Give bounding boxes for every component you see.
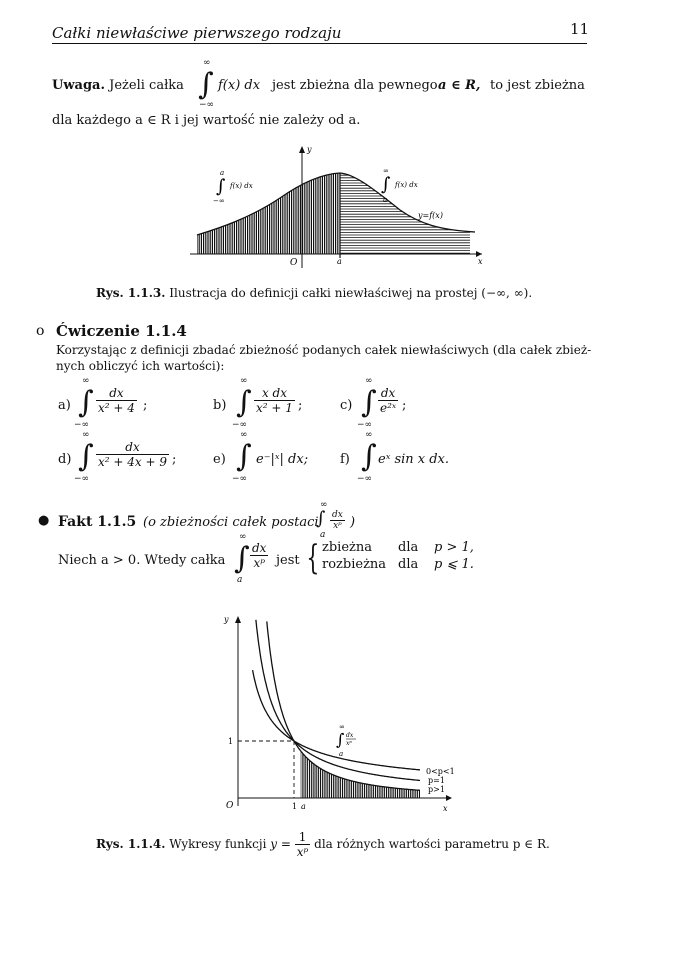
fig1-origin-label: O (290, 258, 298, 268)
exercise-item-e-upper: ∞ (240, 430, 248, 440)
fraction-numerator: dx (96, 386, 137, 401)
fact-case2-word: rozbieżna (322, 557, 387, 572)
exercise-item-d-lower: −∞ (74, 474, 90, 484)
fig2-integral-den: xᵖ (346, 740, 352, 747)
fraction-numerator: dx (96, 440, 169, 455)
fraction-numerator: dx (252, 541, 267, 555)
exercise-text-line1: Korzystając z definicji zbadać zbieżność podanych całek niewłaściwych (dla całek zbież- (56, 343, 592, 357)
fig2-tick-1-x: 1 (292, 802, 298, 811)
figure-2-power-functions (218, 608, 468, 813)
exercise-item-b-tail: ; (298, 398, 303, 413)
fig1-right-lower: a (383, 196, 388, 204)
remark-line1 (52, 78, 184, 94)
exercise-item-b-upper: ∞ (240, 376, 248, 386)
exercise-item-e-expr: e⁻|ˣ| dx; (256, 452, 309, 467)
remark-integral-lower: −∞ (199, 100, 215, 110)
fraction-numerator: 1 (295, 830, 311, 845)
y-axis-arrow-icon (299, 146, 305, 153)
fact-title: Fakt 1.1.5 (58, 514, 137, 530)
fig1-left-integral-sign: ∫ (216, 176, 226, 197)
remark-integral-upper: ∞ (203, 58, 211, 68)
fig2-caption-fraction (295, 830, 311, 859)
fig2-integral-sign: ∫ (336, 730, 345, 749)
remark-label: Uwaga. (52, 78, 105, 93)
fig1-caption-text: Ilustracja do definicji całki niewłaściwej na prostej (−∞, ∞). (169, 286, 533, 300)
fig2-tick-a: a (301, 802, 306, 811)
figure-1-improper-integral (180, 140, 500, 270)
fraction-numerator: dx (378, 386, 398, 401)
exercise-text-line2: nych obliczyć ich wartości): (56, 359, 225, 373)
integral-sign: ∫ (198, 67, 214, 102)
fact-case1-word: zbieżna (322, 540, 372, 555)
exercise-item-c-tail: ; (402, 398, 407, 413)
exercise-item-f-lower: −∞ (357, 474, 373, 484)
integral-sign: ∫ (316, 508, 326, 529)
fig2-legend-p-equal-1: p=1 (428, 776, 445, 785)
fraction-numerator: dx (332, 510, 343, 520)
exercise-item-e-lower: −∞ (232, 474, 248, 484)
fact-text-start: Niech a > 0. Wtedy całka (58, 553, 226, 568)
fact-fraction (250, 541, 268, 570)
exercise-item-d-upper: ∞ (82, 430, 90, 440)
x-axis-arrow-icon (446, 795, 452, 801)
brace-icon: { (306, 538, 320, 578)
fig1-y-label: y (307, 145, 312, 154)
exercise-item-c-fraction (378, 386, 398, 415)
fact-subtitle-upper: ∞ (320, 500, 328, 510)
fig1-right-integral-sign: ∫ (381, 174, 391, 195)
fact-marker: ● (38, 513, 50, 528)
fact-subtitle: (o zbieżności całek postaci (143, 515, 319, 530)
integral-sign: ∫ (361, 385, 377, 420)
fig1-right-integrand: f(x) dx (395, 181, 418, 189)
exercise-item-d-label: d) (58, 452, 72, 467)
fig2-integral-lower: a (339, 750, 344, 758)
exercise-item-f-label: f) (340, 452, 350, 467)
exercise-item-c-lower: −∞ (357, 420, 373, 430)
exercise-item-d-tail: ; (172, 452, 177, 467)
left-shaded-region (197, 160, 340, 254)
header-rule (52, 43, 587, 44)
running-header-title: Całki niewłaściwe pierwszego rodzaju (52, 24, 342, 42)
integral-sign: ∫ (78, 439, 94, 474)
fig2-caption-text-start: Wykresy funkcji (169, 837, 267, 851)
fact-subtitle-lower: a (320, 530, 326, 540)
exercise-item-a-tail: ; (143, 398, 148, 413)
fact-case2-dla: dla (398, 557, 419, 572)
exercise-item-b-lower: −∞ (232, 420, 248, 430)
integral-sign: ∫ (234, 541, 250, 576)
exercise-item-d-fraction (96, 440, 169, 469)
fact-integral-lower: a (237, 575, 243, 585)
fraction-denominator: x² + 4x + 9 (98, 455, 167, 469)
exercise-item-c-label: c) (340, 398, 353, 413)
figure-2-caption (96, 830, 550, 859)
fraction-denominator: x² + 4 (98, 401, 135, 415)
exercise-item-a-fraction (96, 386, 137, 415)
fig2-caption-y: y = (270, 837, 291, 851)
fact-subtitle-fraction (330, 510, 345, 531)
remark-integrand: f(x) dx (218, 78, 261, 93)
fig2-integral-upper: ∞ (339, 723, 345, 731)
fig2-legend-p-greater-1: p>1 (428, 785, 445, 794)
exercise-item-b-fraction (254, 386, 295, 415)
exercise-item-a-lower: −∞ (74, 420, 90, 430)
fig2-integral-num: dx (346, 732, 354, 739)
integral-sign: ∫ (78, 385, 94, 420)
y-axis-arrow-icon (235, 616, 241, 623)
fact-case2-cond: p ⩽ 1. (434, 557, 474, 572)
fact-integral-upper: ∞ (239, 532, 247, 542)
remark-text-start: Jeżeli całka (109, 78, 184, 93)
fig1-left-integrand: f(x) dx (230, 182, 253, 190)
exercise-item-f-expr: eˣ sin x dx. (378, 452, 450, 467)
fraction-denominator: xᵖ (296, 845, 309, 859)
fig1-right-upper: ∞ (383, 167, 389, 175)
exercise-item-a-label: a) (58, 398, 71, 413)
fact-subtitle-close: ) (350, 515, 356, 530)
fig1-caption-label: Rys. 1.1.3. (96, 286, 166, 300)
remark-line2: dla każdego a ∈ R i jej wartość nie zależy od a. (52, 113, 361, 128)
remark-a-in-R: a ∈ R, (438, 78, 481, 93)
fact-text-jest: jest (276, 553, 300, 568)
integral-sign: ∫ (236, 385, 252, 420)
exercise-item-e-label: e) (213, 452, 226, 467)
fig2-caption-text-end: dla różnych wartości parametru p ∈ R. (314, 837, 550, 851)
fig2-tick-1-y: 1 (228, 737, 234, 746)
exercise-title: Ćwiczenie 1.1.4 (56, 322, 187, 340)
shaded-area-under-curve (301, 728, 420, 798)
fraction-denominator: xᵖ (253, 556, 266, 570)
integral-sign: ∫ (361, 439, 377, 474)
fig2-caption-label: Rys. 1.1.4. (96, 837, 166, 851)
exercise-item-f-upper: ∞ (365, 430, 373, 440)
exercise-item-a-upper: ∞ (82, 376, 90, 386)
integral-sign: ∫ (236, 439, 252, 474)
fraction-denominator: xᵖ (333, 521, 342, 531)
remark-text-end: to jest zbieżna (490, 78, 585, 93)
page-number: 11 (570, 20, 590, 38)
fig1-left-lower: −∞ (213, 197, 225, 205)
fig1-curve-label: y=f(x) (418, 211, 443, 220)
fig2-x-label: x (443, 804, 448, 813)
fig1-a-tick-label: a (337, 257, 342, 266)
fig2-y-label: y (224, 615, 229, 624)
figure-1-caption (96, 286, 532, 300)
curve-p-equal-1 (256, 620, 420, 781)
fraction-numerator: x dx (254, 386, 295, 401)
exercise-marker: o (36, 323, 45, 339)
fraction-denominator: x² + 1 (256, 401, 293, 415)
fig1-left-upper: a (220, 169, 225, 177)
fraction-denominator: e²ˣ (380, 401, 397, 415)
fig1-x-label: x (478, 257, 483, 266)
fig2-origin-label: O (226, 801, 234, 811)
exercise-item-c-upper: ∞ (365, 376, 373, 386)
curve-p-less-1 (253, 670, 420, 770)
fig2-legend-p-less-1: 0<p<1 (426, 767, 455, 776)
fact-case1-dla: dla (398, 540, 419, 555)
curve-p-greater-1 (267, 621, 420, 790)
fact-case1-cond: p > 1, (434, 540, 474, 555)
remark-text-mid: jest zbieżna dla pewnego (272, 78, 438, 93)
exercise-item-b-label: b) (213, 398, 227, 413)
